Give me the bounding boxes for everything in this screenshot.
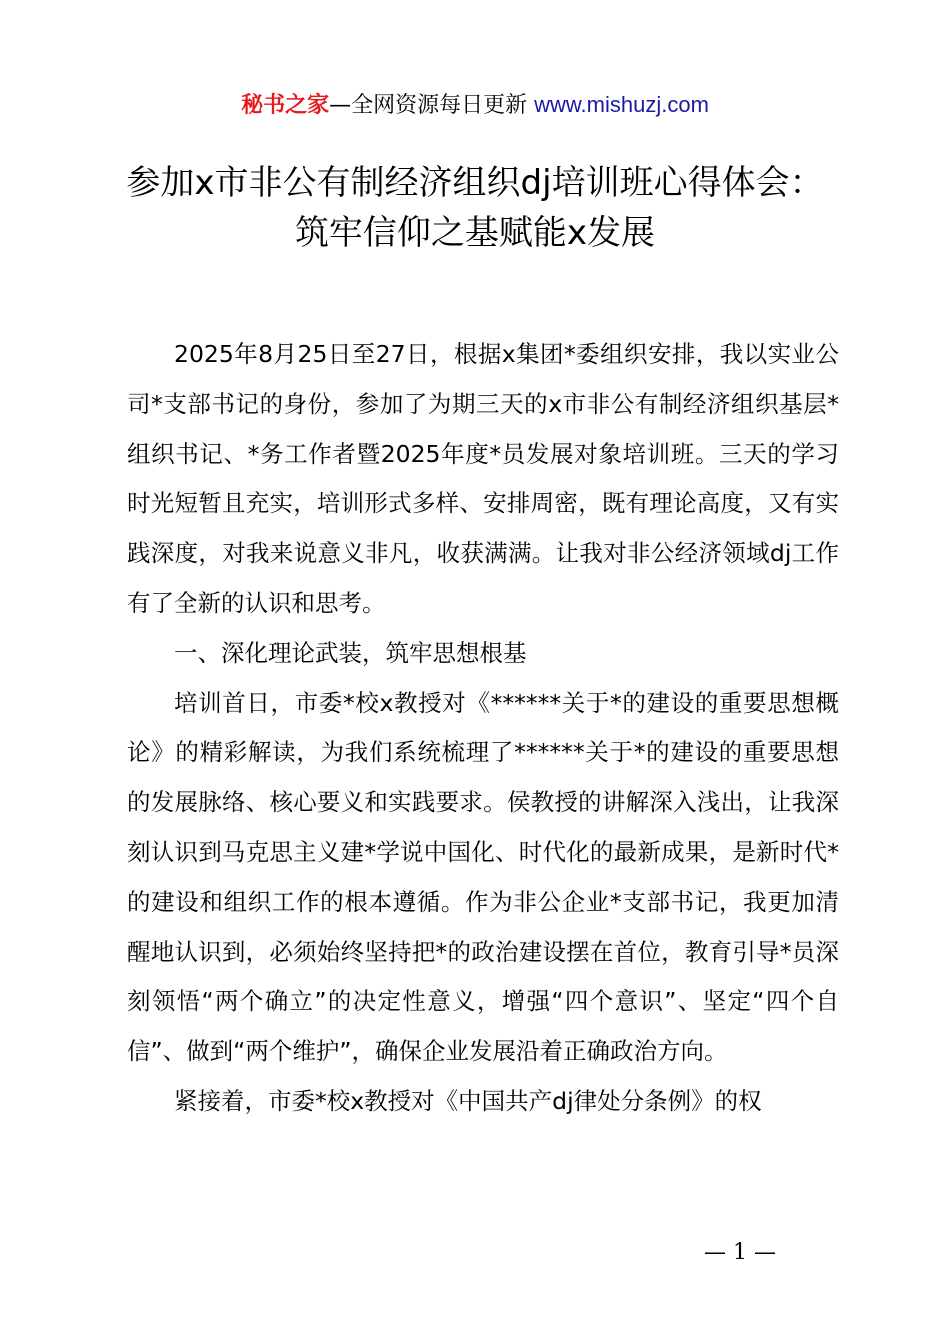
site-slogan: —全网资源每日更新 bbox=[329, 93, 528, 118]
site-url-link[interactable]: www.mishuzj.com bbox=[534, 92, 709, 117]
paragraph-intro: 2025年8月25日至27日，根据x集团*委组织安排，我以实业公司*支部书记的身份，参加了为期三天的x市非公有制经济组织基层*组织书记、*务工作者暨2025年度*员发展对象培训班。三天的学习时光短暂且充实，培训形式多样、安排周密，既有理论高度，又有实践深度，对我来说意义非凡，收获满满。让我对非公经济领域dj工作有了全新的认识和思考。 bbox=[127, 340, 839, 617]
title-line-2: 筑牢信仰之基赋能x发展 bbox=[294, 213, 656, 253]
document-title bbox=[80, 158, 870, 258]
site-brand: 秘书之家 bbox=[241, 93, 330, 118]
title-line-1: 参加x市非公有制经济组织dj培训班心得体会： bbox=[126, 163, 824, 203]
paragraph-theory: 培训首日，市委*校x教授对《******关于*的建设的重要思想概论》的精彩解读，为我们系统梳理了******关于*的建设的重要思想的发展脉络、核心要义和实践要求。侯教授的讲解深入浅出，让我深刻认识到马克思主义建*学说中国化、时代化的最新成果，是新时代*的建设和组织工作的根本遵循。作为非公企业*支部书记，我更加清醒地认识到，必须始终坚持把*的政治建设摆在首位，教育引导*员深刻领悟“两个确立”的决定性意义，增强“四个意识”、坚定“四个自信”、做到“两个维护”，确保企业发展沿着正确政治方向。 bbox=[127, 688, 839, 1066]
document-body bbox=[127, 330, 839, 1127]
section-heading-1: 一、深化理论武装，筑牢思想根基 bbox=[174, 638, 527, 667]
page-number: — 1 — bbox=[704, 1240, 776, 1265]
site-header bbox=[0, 88, 950, 123]
paragraph-continued: 紧接着，市委*校x教授对《中国共产dj律处分条例》的权 bbox=[174, 1086, 762, 1115]
